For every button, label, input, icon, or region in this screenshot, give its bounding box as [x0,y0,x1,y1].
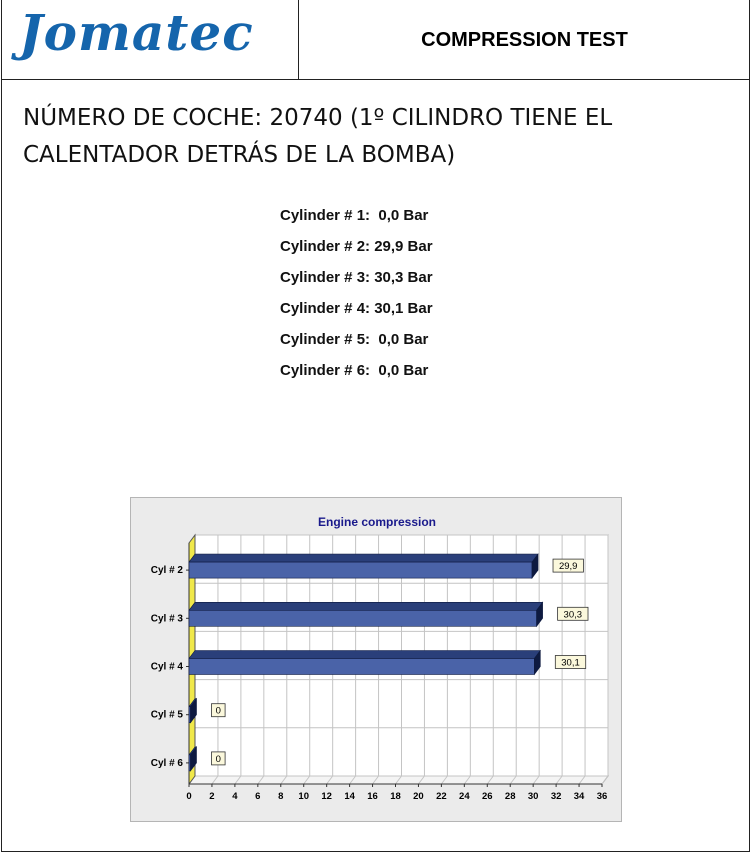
category-label: Cyl # 6 [150,757,183,769]
bar [189,610,537,626]
x-tick-label: 16 [367,791,378,802]
report-title: COMPRESSION TEST [421,28,628,51]
x-tick-label: 36 [596,791,608,802]
bar-top-face [189,554,538,562]
x-tick-label: 30 [527,791,539,802]
x-tick-label: 0 [186,791,192,802]
x-tick-label: 10 [298,791,310,802]
data-label: 29,9 [558,561,578,573]
cylinder-reading: Cylinder # 2: 29,9 Bar [280,238,433,255]
title-cell [299,0,750,80]
x-tick-label: 14 [344,791,355,802]
category-label: Cyl # 5 [150,709,183,721]
cylinder-reading: Cylinder # 1: 0,0 Bar [280,207,429,224]
chart-plot [151,535,608,802]
x-tick-label: 8 [278,791,284,802]
x-tick-label: 4 [232,791,238,802]
x-tick-label: 34 [573,791,585,802]
x-tick-label: 32 [550,791,562,802]
category-label: Cyl # 2 [150,565,183,577]
x-tick-label: 26 [481,791,493,802]
x-tick-label: 20 [413,791,424,802]
data-label: 30,3 [563,609,583,621]
data-label: 0 [215,705,221,717]
report-header [1,0,750,80]
bar [189,659,534,675]
x-tick-label: 6 [255,791,261,802]
data-label: 30,1 [561,657,580,669]
category-label: Cyl # 3 [150,613,183,625]
company-logo: Jomatec [19,3,254,62]
x-tick-label: 24 [459,791,470,802]
logo-cell [1,0,299,80]
engine-compression-chart [130,497,622,822]
bar [189,562,532,578]
chart-canvas [131,498,621,821]
x-tick-label: 28 [504,791,516,802]
cylinder-reading: Cylinder # 4: 30,1 Bar [280,300,433,317]
x-tick-label: 18 [390,791,401,802]
x-tick-label: 12 [321,791,332,802]
x-tick-label: 2 [209,791,215,802]
bar-top-face [189,651,540,659]
car-number-heading: NÚMERO DE COCHE: 20740 (1º CILINDRO TIENE EL CALENTADOR DETRÁS DE LA BOMBA) [23,105,613,168]
cylinder-reading: Cylinder # 6: 0,0 Bar [280,362,429,379]
bar-top-face [189,602,543,610]
data-label: 0 [215,753,221,765]
cylinder-readings [280,205,433,391]
cylinder-reading: Cylinder # 3: 30,3 Bar [280,269,433,286]
category-label: Cyl # 4 [150,661,183,673]
chart-title: Engine compression [317,515,437,529]
x-tick-label: 22 [436,791,447,802]
cylinder-reading: Cylinder # 5: 0,0 Bar [280,331,429,348]
